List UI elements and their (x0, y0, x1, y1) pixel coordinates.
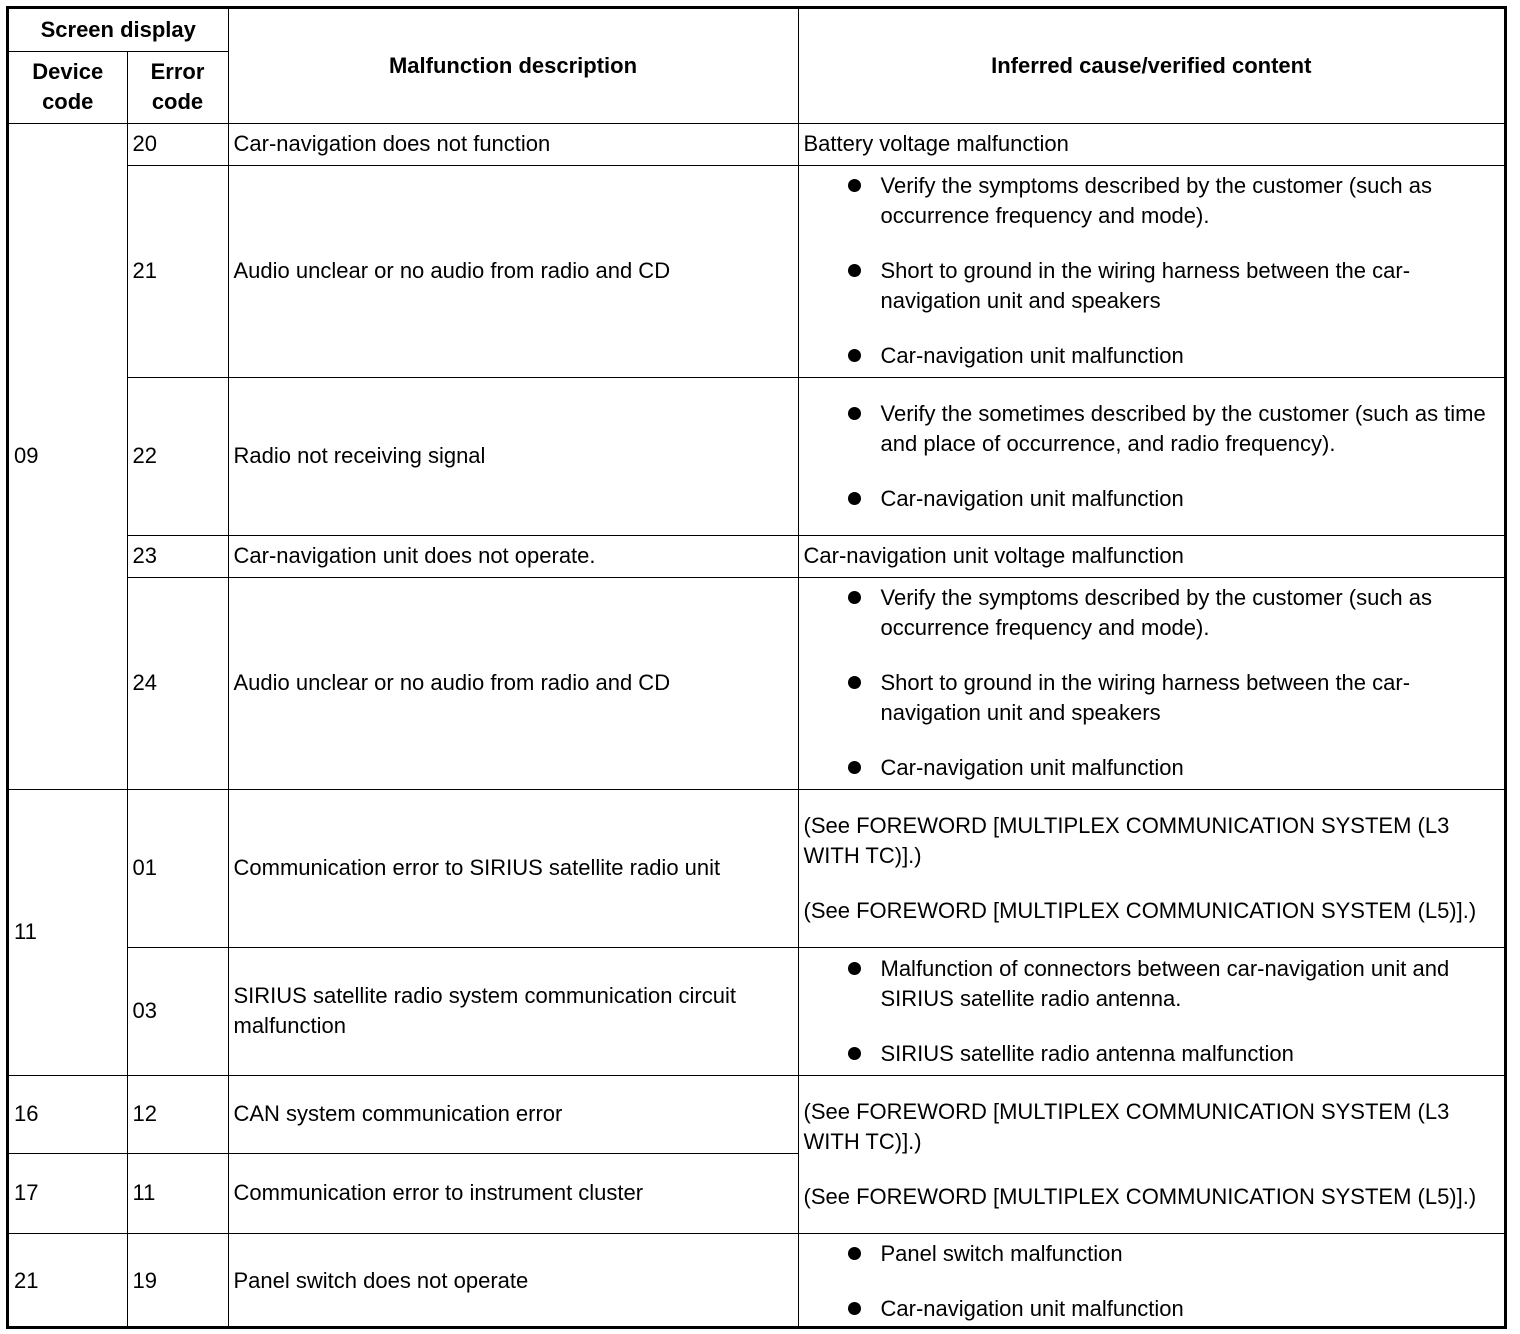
bullet-dot-icon (848, 264, 861, 277)
error-code-cell: 20 (127, 123, 228, 165)
diagnostic-table-sheet (6, 6, 1507, 1329)
bullet-dot-icon (848, 591, 861, 604)
table-row (9, 789, 1504, 947)
malfunction-description-cell: Audio unclear or no audio from radio and CD (228, 165, 798, 377)
malfunction-description-cell: SIRIUS satellite radio system communication circuit malfunction (228, 947, 798, 1075)
error-code-cell: 22 (127, 377, 228, 535)
malfunction-description-cell: Car-navigation unit does not operate. (228, 535, 798, 577)
malfunction-description-cell: Communication error to instrument cluster (228, 1153, 798, 1233)
cause-bullet-item: Verify the sometimes described by the customer (such as time and place of occurrence, and radio frequency). (844, 399, 1500, 459)
cause-bullet-item: Car-navigation unit malfunction (844, 1294, 1500, 1324)
table-row (9, 377, 1504, 535)
bullet-dot-icon (848, 349, 861, 362)
header-inferred-cause: Inferred cause/verified content (798, 9, 1504, 123)
bullet-dot-icon (848, 1247, 861, 1260)
inferred-cause-cell: Battery voltage malfunction (798, 123, 1504, 165)
inferred-cause-cell (798, 165, 1504, 377)
cause-bullet-item: Verify the symptoms described by the customer (such as occurrence frequency and mode). (844, 583, 1500, 643)
header-malfunction-description: Malfunction description (228, 9, 798, 123)
malfunction-description-cell: CAN system communication error (228, 1075, 798, 1153)
malfunction-description-cell: Car-navigation does not function (228, 123, 798, 165)
header-error-code: Error code (127, 51, 228, 123)
table-row (9, 1233, 1504, 1329)
malfunction-description-cell: Radio not receiving signal (228, 377, 798, 535)
cause-bullet-item: Short to ground in the wiring harness between the car-navigation unit and speakers (844, 256, 1500, 316)
table-row (9, 1075, 1504, 1153)
table-row (9, 535, 1504, 577)
bullet-dot-icon (848, 676, 861, 689)
error-code-cell: 12 (127, 1075, 228, 1153)
cause-paragraph: (See FOREWORD [MULTIPLEX COMMUNICATION SYSTEM (L3 WITH TC)].) (803, 1098, 1450, 1154)
error-code-cell: 11 (127, 1153, 228, 1233)
inferred-cause-cell: Car-navigation unit voltage malfunction (798, 535, 1504, 577)
bullet-dot-icon (848, 761, 861, 774)
device-code-cell: 11 (9, 789, 127, 1075)
cause-bullet-item: Verify the symptoms described by the customer (such as occurrence frequency and mode). (844, 171, 1500, 231)
inferred-cause-cell (798, 377, 1504, 535)
cause-paragraph: (See FOREWORD [MULTIPLEX COMMUNICATION SYSTEM (L5)].) (803, 1183, 1477, 1209)
inferred-cause-cell (798, 1075, 1504, 1233)
inferred-cause-cell (798, 1233, 1504, 1329)
bullet-dot-icon (848, 407, 861, 420)
bullet-dot-icon (848, 1047, 861, 1060)
table-row (9, 577, 1504, 789)
cause-paragraph: (See FOREWORD [MULTIPLEX COMMUNICATION SYSTEM (L5)].) (803, 897, 1477, 923)
device-code-cell: 16 (9, 1075, 127, 1153)
bullet-dot-icon (848, 962, 861, 975)
cause-bullet-item: Car-navigation unit malfunction (844, 341, 1500, 371)
malfunction-description-cell: Communication error to SIRIUS satellite radio unit (228, 789, 798, 947)
bullet-dot-icon (848, 179, 861, 192)
bullet-dot-icon (848, 492, 861, 505)
cause-paragraph: (See FOREWORD [MULTIPLEX COMMUNICATION SYSTEM (L3 WITH TC)].) (803, 812, 1450, 868)
cause-bullet-item: SIRIUS satellite radio antenna malfunction (844, 1039, 1500, 1069)
header-screen-display: Screen display (9, 9, 228, 51)
table-row (9, 947, 1504, 1075)
cause-bullet-item: Short to ground in the wiring harness between the car-navigation unit and speakers (844, 668, 1500, 728)
malfunction-description-cell: Audio unclear or no audio from radio and CD (228, 577, 798, 789)
malfunction-description-cell: Panel switch does not operate (228, 1233, 798, 1329)
device-code-cell: 09 (9, 123, 127, 789)
header-device-code: Device code (9, 51, 127, 123)
error-code-table (9, 9, 1504, 1329)
error-code-cell: 03 (127, 947, 228, 1075)
cause-bullet-item: Car-navigation unit malfunction (844, 753, 1500, 783)
cause-bullet-item: Car-navigation unit malfunction (844, 484, 1500, 514)
error-code-cell: 19 (127, 1233, 228, 1329)
error-code-cell: 24 (127, 577, 228, 789)
table-row (9, 123, 1504, 165)
bullet-dot-icon (848, 1302, 861, 1315)
table-row (9, 165, 1504, 377)
error-code-cell: 01 (127, 789, 228, 947)
cause-bullet-item: Malfunction of connectors between car-navigation unit and SIRIUS satellite radio antenna. (844, 954, 1500, 1014)
error-code-cell: 23 (127, 535, 228, 577)
inferred-cause-cell (798, 577, 1504, 789)
cause-bullet-item: Panel switch malfunction (844, 1239, 1500, 1269)
device-code-cell: 17 (9, 1153, 127, 1233)
inferred-cause-cell (798, 947, 1504, 1075)
device-code-cell: 21 (9, 1233, 127, 1329)
error-code-cell: 21 (127, 165, 228, 377)
inferred-cause-cell (798, 789, 1504, 947)
